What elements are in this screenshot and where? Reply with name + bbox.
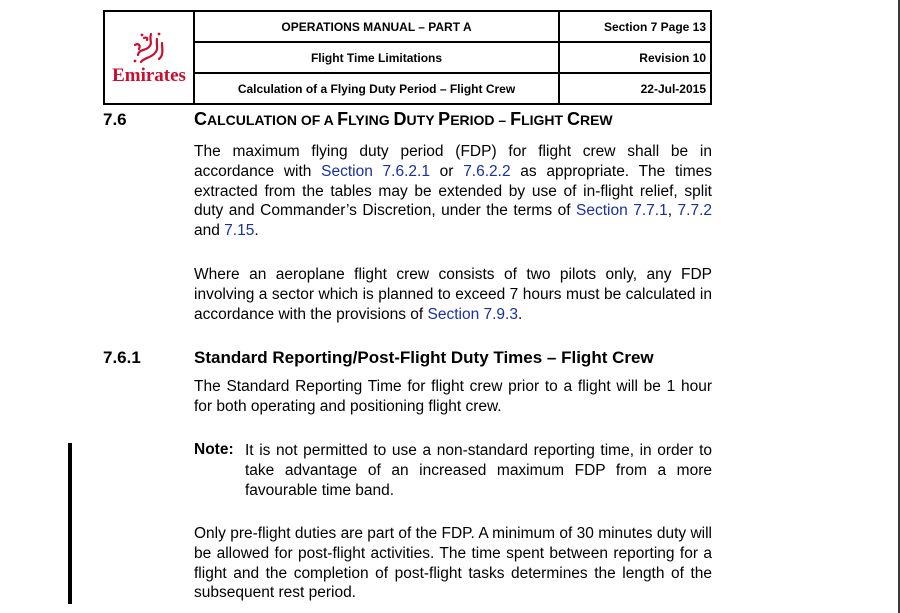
paragraph-post-flight: Only pre-flight duties are part of the FDP. A minimum of 30 minutes duty will be allowed for post-flight activities. The time spent between reporting for a flight and the completion of post-flight tasks determines the length of the subsequent rest period. <box>194 525 712 602</box>
revision-change-bar <box>68 443 72 604</box>
chapter-title: Flight Time Limitations <box>194 42 559 73</box>
document-header <box>103 10 712 105</box>
revision-date: 22-Jul-2015 <box>559 73 711 104</box>
note-text: It is not permitted to use a non-standard reporting time, in order to take advantage of an increased maximum FDP from a more favourable time band. <box>245 442 712 499</box>
link-7-6-2-2[interactable]: 7.6.2.2 <box>463 162 511 180</box>
link-section-7-9-3[interactable]: Section 7.9.3 <box>427 305 518 323</box>
section-page: Section 7 Page 13 <box>559 11 711 42</box>
paragraph-fdp-limits: The maximum flying duty period (FDP) for flight crew shall be in accordance with Section 7.6.2.1 or 7.6.2.2 as appropriate. The times extracted from the tables may be extended by use of in-flight relief, split duty and Commander’s Discretion, under the terms of Section 7.7.1, 7.7.2 and 7.15. <box>194 143 713 240</box>
logo-wordmark: Emirates <box>112 64 186 86</box>
note-label: Note: <box>194 441 234 458</box>
subsection-title: Standard Reporting/Post-Flight Duty Times – Flight Crew <box>194 348 654 367</box>
paragraph-two-pilot-crew: Where an aeroplane flight crew consists of two pilots only, any FDP involving a sector which is planned to exceed 7 hours must be calculated in accordance with the provisions of Section 7.9.3. <box>194 266 712 323</box>
subsection-number: 7.6.1 <box>103 348 141 367</box>
emirates-logo <box>105 31 193 85</box>
paragraph-reporting-time: The Standard Reporting Time for flight crew prior to a flight will be 1 hour for both operating and positioning flight crew. <box>194 378 712 415</box>
link-7-7-2[interactable]: 7.7.2 <box>677 202 712 220</box>
manual-title: OPERATIONS MANUAL – PART A <box>194 11 559 42</box>
section-number: 7.6 <box>103 110 127 129</box>
revision: Revision 10 <box>559 42 711 73</box>
link-section-7-6-2-1[interactable]: Section 7.6.2.1 <box>321 162 430 180</box>
emirates-arabic-logo-icon <box>129 31 169 65</box>
link-7-15[interactable]: 7.15 <box>224 222 255 240</box>
section-title: CALCULATION OF A FLYING DUTY PERIOD – FLIGHT CREW <box>194 109 613 129</box>
logo-cell <box>104 11 194 104</box>
subject-title: Calculation of a Flying Duty Period – Flight Crew <box>194 73 559 104</box>
link-section-7-7-1[interactable]: Section 7.7.1 <box>576 202 668 220</box>
